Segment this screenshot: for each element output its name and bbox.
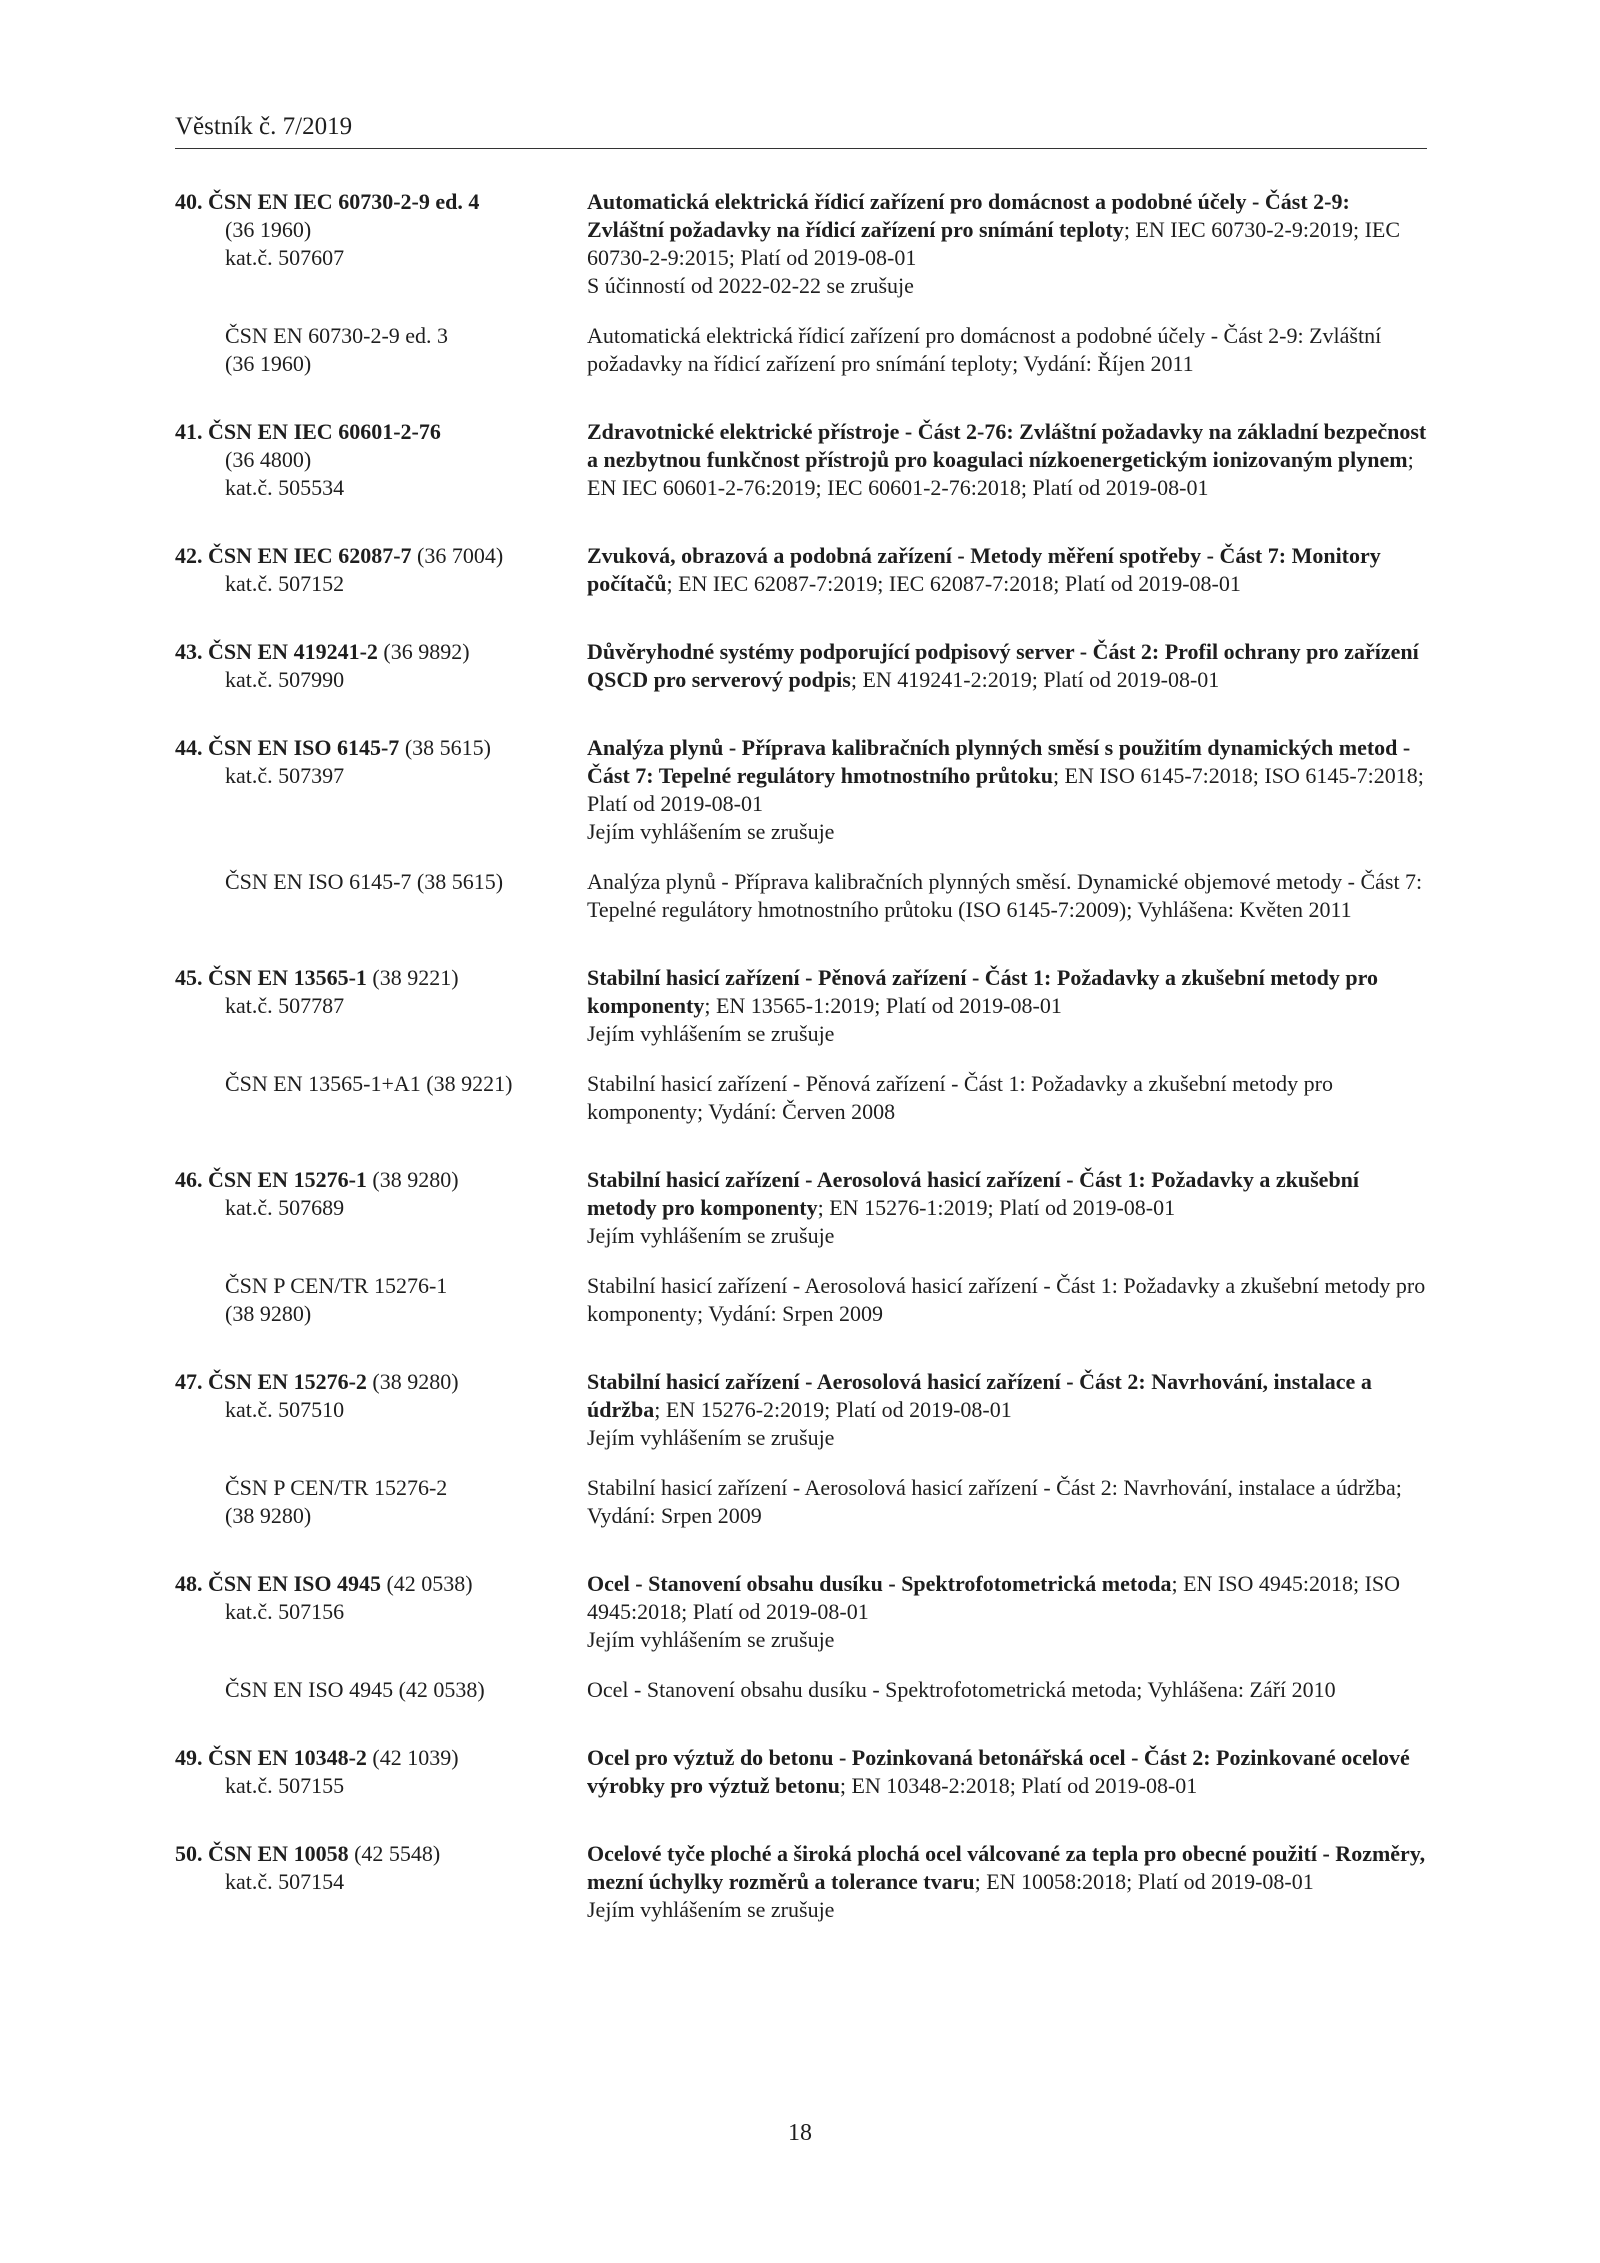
standard-main-row <box>175 418 1427 502</box>
entry-number: 44. <box>175 735 208 760</box>
standard-code-line <box>175 1368 587 1396</box>
standard-identifier <box>175 734 587 846</box>
standard-entry <box>175 1744 1427 1800</box>
catalog-number: kat.č. 507397 <box>225 763 345 788</box>
standard-main-row <box>175 1744 1427 1800</box>
replaced-standard-row <box>175 1272 1427 1328</box>
standard-main-row <box>175 1570 1427 1654</box>
standard-identifier <box>175 418 587 502</box>
standard-details: ; EN ISO 4945:2018; ISO 4945:2018; Platí od 2019-08-01 <box>587 1571 1401 1624</box>
standard-title: Ocelové tyče ploché a široká plochá ocel válcované za tepla pro obecné použití - Rozměry, mezní úchylky rozměrů a tolerance tvaru <box>587 1841 1426 1894</box>
replaced-class: (38 9280) <box>225 1503 312 1528</box>
standard-identifier <box>175 638 587 694</box>
standard-identifier <box>175 1570 587 1654</box>
standard-code-line <box>175 1570 587 1598</box>
replaced-identifier <box>175 1474 587 1530</box>
standard-details: ; EN 10058:2018; Platí od 2019-08-01 <box>974 1869 1314 1894</box>
standard-title-line <box>587 1570 1427 1626</box>
standard-class: (42 1039) <box>366 1745 459 1770</box>
standard-description <box>587 1840 1427 1924</box>
standard-code: ČSN EN 10348-2 <box>208 1745 367 1770</box>
standard-details: ; EN 419241-2:2019; Platí od 2019-08-01 <box>850 667 1220 692</box>
standard-code: ČSN EN IEC 62087-7 <box>208 543 412 568</box>
standard-details: ; EN 13565-1:2019; Platí od 2019-08-01 <box>704 993 1062 1018</box>
standard-main-row <box>175 188 1427 300</box>
catalog-number: kat.č. 505534 <box>225 475 345 500</box>
standard-main-row <box>175 542 1427 598</box>
standard-code: ČSN EN IEC 60730-2-9 ed. 4 <box>208 189 480 214</box>
standard-details: ; EN 15276-2:2019; Platí od 2019-08-01 <box>654 1397 1012 1422</box>
standard-description <box>587 734 1427 846</box>
standard-code-line <box>175 964 587 992</box>
standard-note: Jejím vyhlášením se zrušuje <box>587 819 835 844</box>
page-number: 18 <box>788 2120 812 2146</box>
entry-number: 50. <box>175 1841 208 1866</box>
standard-note: Jejím vyhlášením se zrušuje <box>587 1627 835 1652</box>
standard-description <box>587 638 1427 694</box>
standard-code: ČSN EN 15276-1 <box>208 1167 367 1192</box>
replaced-description: Automatická elektrická řídicí zařízení pro domácnost a podobné účely - Část 2-9: Zvláštní požadavky na řídicí zařízení pro snímání teploty; Vydání: Říjen 2011 <box>587 323 1382 376</box>
entry-number: 48. <box>175 1571 208 1596</box>
standard-title-line <box>587 1166 1427 1222</box>
standard-main-row <box>175 734 1427 846</box>
replaced-code: ČSN EN ISO 4945 (42 0538) <box>225 1677 485 1702</box>
entry-number: 42. <box>175 543 208 568</box>
standard-details: ; EN IEC 60730-2-9:2019; IEC 60730-2-9:2015; Platí od 2019-08-01 <box>587 217 1401 270</box>
standard-details: ; EN 10348-2:2018; Platí od 2019-08-01 <box>839 1773 1198 1798</box>
standard-description <box>587 1166 1427 1250</box>
standard-code: ČSN EN 15276-2 <box>208 1369 367 1394</box>
standard-entry <box>175 734 1427 924</box>
standard-code-line <box>175 638 587 666</box>
standard-title: Analýza plynů - Příprava kalibračních plynných směsí s použitím dynamických metod - Část 7: Tepelné regulátory hmotnostního průtoku <box>587 735 1411 788</box>
replaced-description: Ocel - Stanovení obsahu dusíku - Spektrofotometrická metoda; Vyhlášena: Září 2010 <box>587 1677 1336 1702</box>
standard-entry <box>175 1368 1427 1530</box>
standard-class: (38 5615) <box>399 735 491 760</box>
standard-note: Jejím vyhlášením se zrušuje <box>587 1425 835 1450</box>
standards-list <box>175 188 1427 1964</box>
replaced-code: ČSN P CEN/TR 15276-1 <box>225 1273 448 1298</box>
catalog-number: kat.č. 507156 <box>225 1599 345 1624</box>
standard-class: (36 4800) <box>225 447 312 472</box>
standard-description <box>587 964 1427 1048</box>
standard-main-row <box>175 1840 1427 1924</box>
replaced-identifier <box>175 1070 587 1126</box>
replaced-description: Stabilní hasicí zařízení - Aerosolová hasicí zařízení - Část 1: Požadavky a zkušební metody pro komponenty; Vydání: Srpen 2009 <box>587 1273 1426 1326</box>
standard-identifier <box>175 1368 587 1452</box>
standard-title-line <box>587 734 1427 818</box>
entry-number: 45. <box>175 965 208 990</box>
catalog-number: kat.č. 507510 <box>225 1397 345 1422</box>
page-header: Věstník č. 7/2019 <box>175 112 1427 149</box>
replaced-standard-row <box>175 1070 1427 1126</box>
standard-note: Jejím vyhlášením se zrušuje <box>587 1021 835 1046</box>
replaced-class: (36 1960) <box>225 351 312 376</box>
standard-entry <box>175 964 1427 1126</box>
standard-class: (36 9892) <box>377 639 470 664</box>
standard-class: (36 1960) <box>225 217 312 242</box>
standard-code: ČSN EN 13565-1 <box>208 965 367 990</box>
standard-code: ČSN EN 10058 <box>208 1841 349 1866</box>
catalog-number: kat.č. 507787 <box>225 993 345 1018</box>
standard-code: ČSN EN IEC 60601-2-76 <box>208 419 441 444</box>
standard-main-row <box>175 638 1427 694</box>
standard-description <box>587 1368 1427 1452</box>
catalog-number: kat.č. 507990 <box>225 667 345 692</box>
standard-title: Zdravotnické elektrické přístroje - Část 2-76: Zvláštní požadavky na základní bezpečnost a nezbytnou funkčnost přístrojů pro koagulaci nízkoenergetickým ionizovaným plynem <box>587 419 1427 472</box>
standard-main-row <box>175 1368 1427 1452</box>
standard-class: (36 7004) <box>411 543 504 568</box>
standard-details: ; EN ISO 6145-7:2018; ISO 6145-7:2018; Platí od 2019-08-01 <box>587 763 1424 816</box>
standard-class: (38 9221) <box>366 965 459 990</box>
catalog-number: kat.č. 507152 <box>225 571 345 596</box>
standard-title: Důvěryhodné systémy podporující podpisový server - Část 2: Profil ochrany pro zařízení QSCD pro serverový podpis <box>587 639 1419 692</box>
standard-identifier <box>175 1840 587 1924</box>
standard-title-line <box>587 1840 1427 1896</box>
entry-number: 41. <box>175 419 208 444</box>
replaced-code: ČSN EN 60730-2-9 ed. 3 <box>225 323 449 348</box>
standard-description <box>587 418 1427 502</box>
entry-number: 46. <box>175 1167 208 1192</box>
standard-code-line <box>175 542 587 570</box>
entry-number: 49. <box>175 1745 208 1770</box>
standard-title: Ocel pro výztuž do betonu - Pozinkovaná betonářská ocel - Část 2: Pozinkované ocelové výrobky pro výztuž betonu <box>587 1745 1410 1798</box>
replaced-code: ČSN EN 13565-1+A1 (38 9221) <box>225 1071 513 1096</box>
standard-class: (38 9280) <box>366 1369 459 1394</box>
standard-note: Jejím vyhlášením se zrušuje <box>587 1897 835 1922</box>
standard-entry <box>175 188 1427 378</box>
entry-number: 43. <box>175 639 208 664</box>
standard-identifier <box>175 1744 587 1800</box>
standard-class: (38 9280) <box>366 1167 459 1192</box>
entry-number: 40. <box>175 189 208 214</box>
entry-number: 47. <box>175 1369 208 1394</box>
standard-entry <box>175 542 1427 598</box>
replaced-code: ČSN EN ISO 6145-7 (38 5615) <box>225 869 504 894</box>
catalog-number: kat.č. 507607 <box>225 245 345 270</box>
standard-code-line <box>175 1840 587 1868</box>
standard-code-line <box>175 734 587 762</box>
standard-title: Stabilní hasicí zařízení - Aerosolová hasicí zařízení - Část 1: Požadavky a zkušební metody pro komponenty <box>587 1167 1360 1220</box>
standard-identifier <box>175 188 587 300</box>
standard-code: ČSN EN 419241-2 <box>208 639 378 664</box>
standard-description <box>587 1570 1427 1654</box>
replaced-identifier <box>175 1676 587 1704</box>
standard-title-line <box>587 638 1427 694</box>
standard-description <box>587 188 1427 300</box>
replaced-description: Stabilní hasicí zařízení - Aerosolová hasicí zařízení - Část 2: Navrhování, instalace a údržba; Vydání: Srpen 2009 <box>587 1475 1402 1528</box>
replaced-standard-row <box>175 868 1427 924</box>
replaced-identifier <box>175 322 587 378</box>
standard-title-line <box>587 964 1427 1020</box>
standard-code-line <box>175 1166 587 1194</box>
replaced-standard-row <box>175 322 1427 378</box>
replaced-description: Stabilní hasicí zařízení - Pěnová zařízení - Část 1: Požadavky a zkušební metody pro komponenty; Vydání: Červen 2008 <box>587 1071 1333 1124</box>
replaced-description: Analýza plynů - Příprava kalibračních plynných směsí. Dynamické objemové metody - Část 7: Tepelné regulátory hmotnostního průtoku (ISO 6145-7:2009); Vyhlášena: Květen 2011 <box>587 869 1423 922</box>
standard-title-line <box>587 542 1427 598</box>
standard-entry <box>175 1570 1427 1704</box>
standard-entry <box>175 1166 1427 1328</box>
standard-code-line <box>175 418 587 446</box>
standard-code-line <box>175 1744 587 1772</box>
standard-title-line <box>587 188 1427 272</box>
standard-entry <box>175 638 1427 694</box>
standard-title: Stabilní hasicí zařízení - Pěnová zařízení - Část 1: Požadavky a zkušební metody pro komponenty <box>587 965 1378 1018</box>
standard-title: Stabilní hasicí zařízení - Aerosolová hasicí zařízení - Část 2: Navrhování, instalace a údržba <box>587 1369 1372 1422</box>
replaced-code: ČSN P CEN/TR 15276-2 <box>225 1475 448 1500</box>
replaced-standard-row <box>175 1474 1427 1530</box>
replaced-identifier <box>175 868 587 924</box>
standard-details: ; EN 15276-1:2019; Platí od 2019-08-01 <box>817 1195 1176 1220</box>
catalog-number: kat.č. 507155 <box>225 1773 345 1798</box>
standard-title-line <box>587 1368 1427 1424</box>
replaced-class: (38 9280) <box>225 1301 312 1326</box>
standard-title-line <box>587 418 1427 502</box>
standard-title-line <box>587 1744 1427 1800</box>
catalog-number: kat.č. 507154 <box>225 1869 345 1894</box>
standard-identifier <box>175 542 587 598</box>
standard-description <box>587 1744 1427 1800</box>
standard-class: (42 5548) <box>348 1841 441 1866</box>
standard-identifier <box>175 1166 587 1250</box>
replaced-identifier <box>175 1272 587 1328</box>
standard-note: Jejím vyhlášením se zrušuje <box>587 1223 835 1248</box>
standard-entry <box>175 418 1427 502</box>
standard-main-row <box>175 1166 1427 1250</box>
replaced-standard-row <box>175 1676 1427 1704</box>
standard-identifier <box>175 964 587 1048</box>
standard-code: ČSN EN ISO 6145-7 <box>208 735 400 760</box>
standard-entry <box>175 1840 1427 1924</box>
standard-code-line <box>175 188 587 216</box>
standard-details: ; EN IEC 62087-7:2019; IEC 62087-7:2018; Platí od 2019-08-01 <box>666 571 1241 596</box>
standard-details: ; EN IEC 60601-2-76:2019; IEC 60601-2-76:2018; Platí od 2019-08-01 <box>587 447 1414 500</box>
standard-title: Zvuková, obrazová a podobná zařízení - Metody měření spotřeby - Část 7: Monitory počítačů <box>587 543 1381 596</box>
standard-class: (42 0538) <box>380 1571 473 1596</box>
standard-title: Automatická elektrická řídicí zařízení pro domácnost a podobné účely - Část 2-9: Zvláštní požadavky na řídicí zařízení pro snímání teploty <box>587 189 1350 242</box>
standard-title: Ocel - Stanovení obsahu dusíku - Spektrofotometrická metoda <box>587 1571 1172 1596</box>
standard-main-row <box>175 964 1427 1048</box>
standard-code: ČSN EN ISO 4945 <box>208 1571 381 1596</box>
catalog-number: kat.č. 507689 <box>225 1195 345 1220</box>
standard-note: S účinností od 2022-02-22 se zrušuje <box>587 273 914 298</box>
standard-description <box>587 542 1427 598</box>
